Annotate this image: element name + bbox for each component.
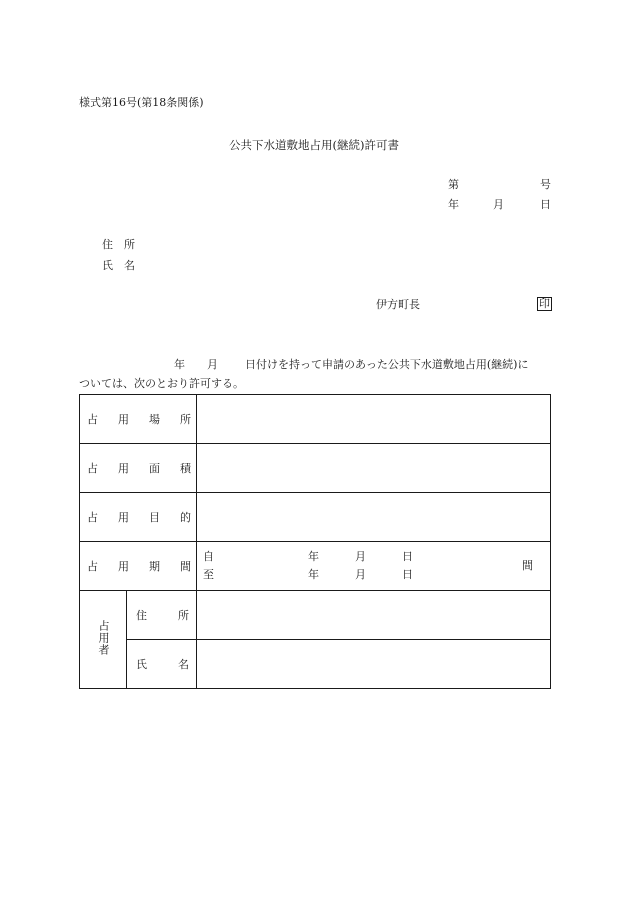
addressee-name-label-2: 名 (124, 259, 135, 272)
purpose-value (197, 493, 551, 542)
period-from: 自 (203, 550, 214, 563)
location-value (197, 395, 551, 444)
row-period (80, 542, 551, 591)
row-occupant-name (80, 640, 551, 689)
doc-date-day: 日 (540, 198, 551, 211)
occupant-name-value (197, 640, 551, 689)
doc-date-month: 月 (493, 198, 504, 211)
period-to-year: 年 (308, 568, 319, 581)
body-line1: 日付けを持って申請のあった公共下水道敷地占用(継続)に (245, 358, 529, 371)
doc-number-dai: 第 (448, 178, 459, 191)
period-to-day: 日 (402, 568, 413, 581)
seal-stamp (537, 297, 552, 311)
area-value (197, 444, 551, 493)
row-location (80, 395, 551, 444)
occupant-address-label: 住 所 (127, 591, 197, 640)
period-value (197, 542, 551, 591)
occupant-label: 占用者 (80, 591, 127, 689)
addressee-name-label-1: 氏 (102, 259, 113, 272)
period-from-year: 年 (308, 550, 319, 563)
seal-label: 印 (539, 297, 550, 310)
period-to-month: 月 (355, 568, 366, 581)
permit-table (79, 394, 551, 689)
occupant-address-value (197, 591, 551, 640)
period-from-day: 日 (402, 550, 413, 563)
addressee-address-label-1: 住 (102, 238, 113, 251)
body-year: 年 (174, 358, 185, 371)
period-from-month: 月 (355, 550, 366, 563)
form-number: 様式第16号(第18条関係) (79, 96, 204, 109)
doc-number-go: 号 (540, 178, 551, 191)
period-label: 占 用 期 間 (80, 542, 197, 591)
location-label: 占 用 場 所 (80, 395, 197, 444)
body-month: 月 (207, 358, 218, 371)
row-purpose (80, 493, 551, 542)
issuer-title: 伊方町長 (376, 298, 420, 311)
period-to: 至 (203, 568, 214, 581)
body-line2: ついては、次のとおり許可する。 (79, 377, 244, 390)
row-area (80, 444, 551, 493)
document-title: 公共下水道敷地占用(継続)許可書 (229, 138, 399, 152)
occupant-name-label: 氏 名 (127, 640, 197, 689)
addressee-address-label-2: 所 (124, 238, 135, 251)
period-duration: 間 (522, 559, 533, 572)
row-occupant-address (80, 591, 551, 640)
purpose-label: 占 用 目 的 (80, 493, 197, 542)
doc-date-year: 年 (448, 198, 459, 211)
area-label: 占 用 面 積 (80, 444, 197, 493)
